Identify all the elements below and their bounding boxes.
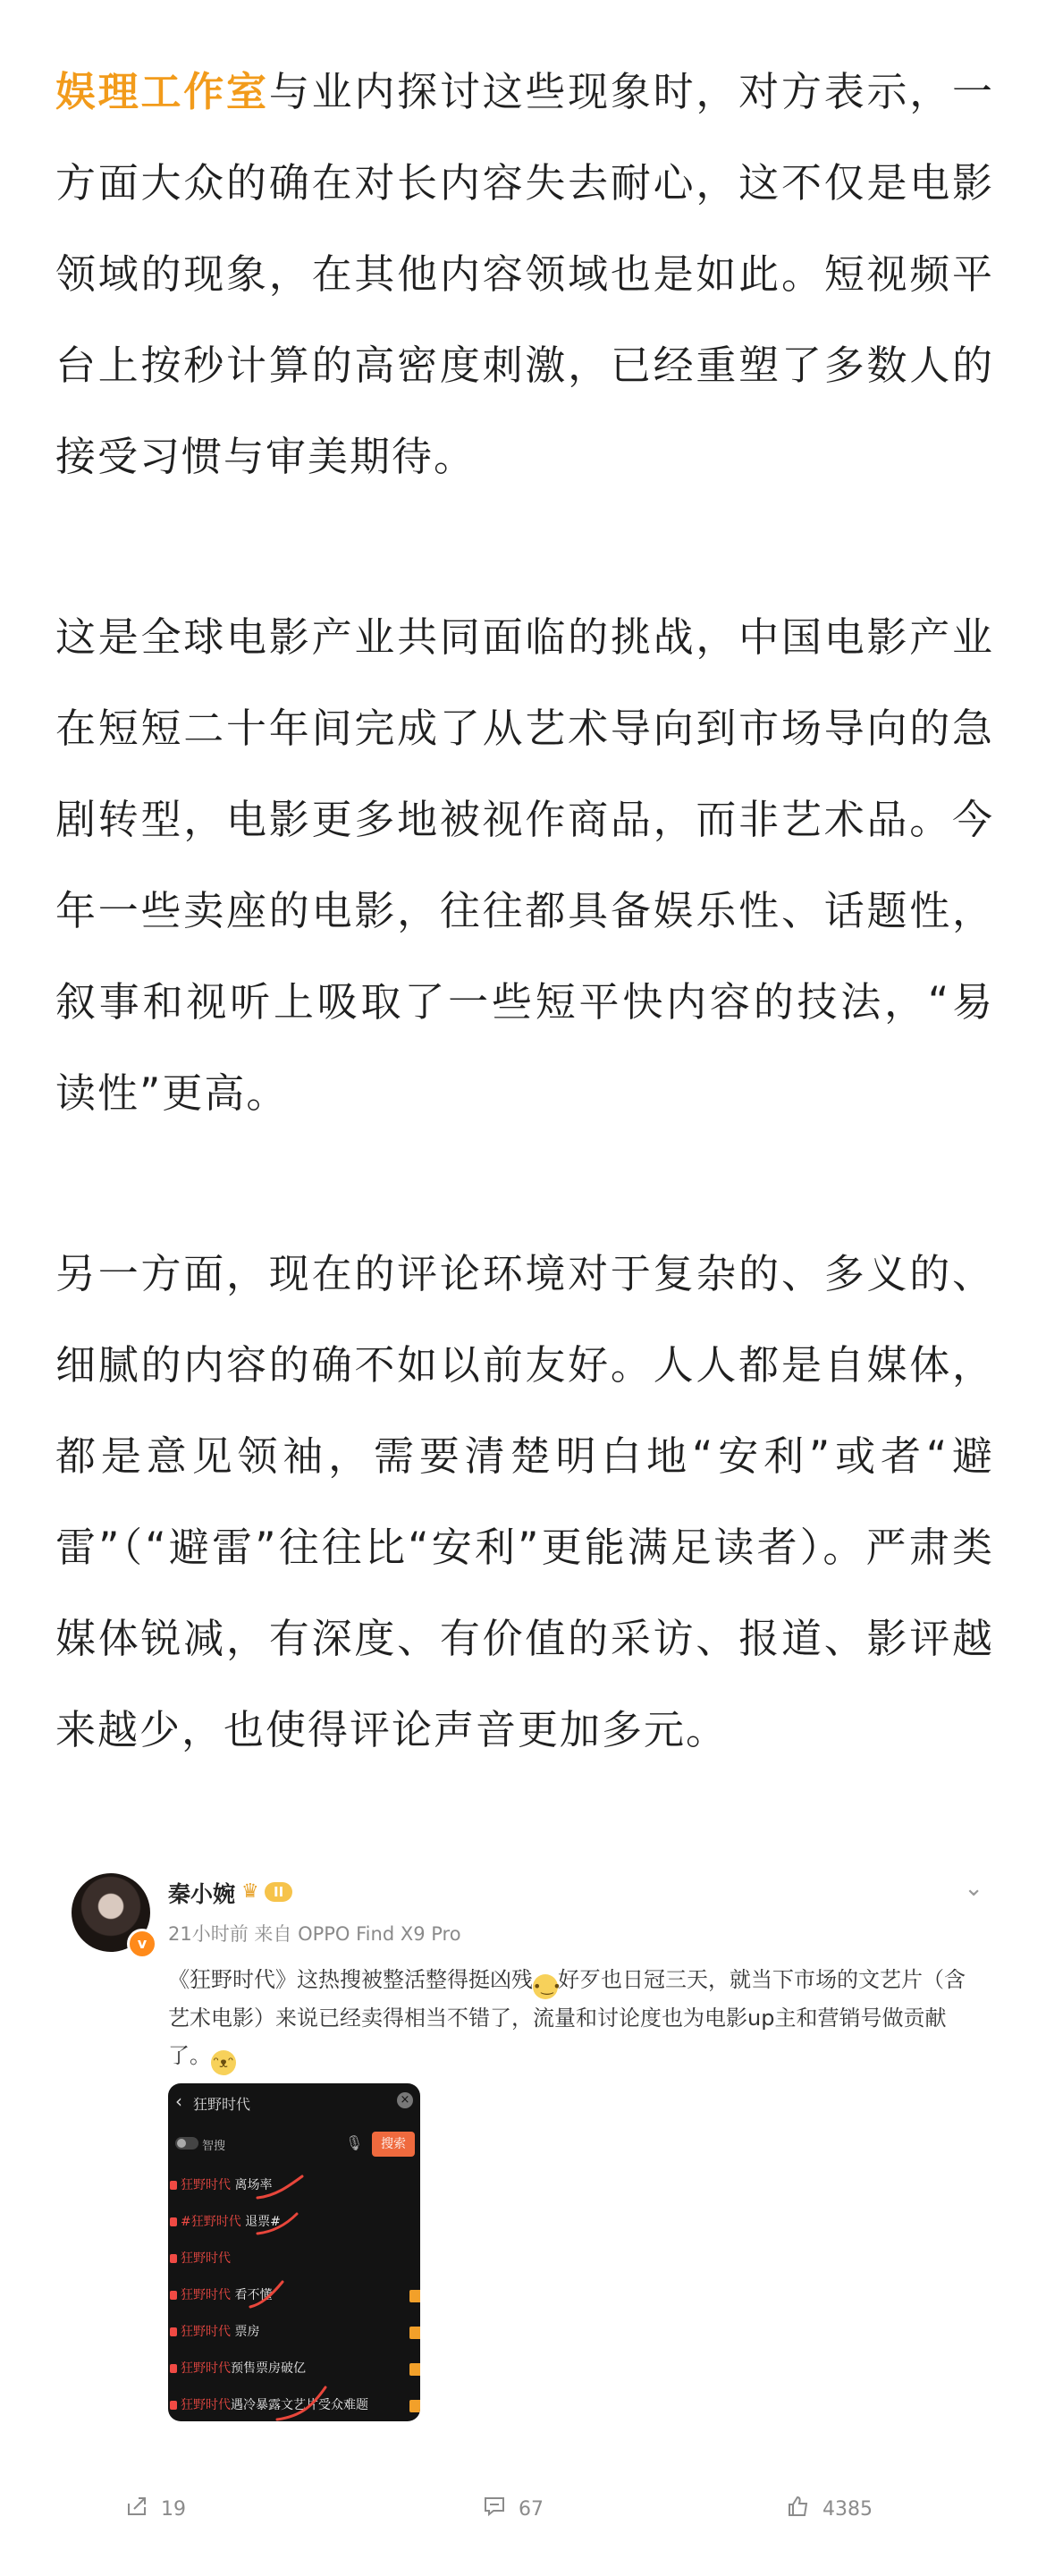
screenshot-header — [168, 2083, 420, 2123]
attached-screenshot[interactable] — [168, 2083, 420, 2421]
thumbs-up-icon — [787, 2495, 810, 2518]
hot-tag-icon — [409, 2290, 420, 2302]
list-item: 狂野时代 离场率 — [168, 2167, 420, 2204]
hot-icon — [170, 2401, 177, 2410]
hot-tag-icon — [409, 2327, 420, 2339]
paragraph-1 — [55, 46, 994, 503]
like-button[interactable] — [787, 2490, 873, 2530]
comment-button[interactable] — [483, 2490, 544, 2530]
search-button: 搜索 — [372, 2132, 415, 2157]
post-username[interactable]: 秦小婉 — [168, 1881, 236, 1907]
comment-icon — [483, 2495, 506, 2518]
post-meta: 21小时前 来自 OPPO Find X9 Pro — [168, 1923, 461, 1945]
screenshot-search-title: 狂野时代 — [193, 2096, 251, 2113]
highlight-source[interactable]: 娱理工作室 — [55, 68, 269, 115]
article-body — [55, 46, 994, 1776]
sweat-smile-emoji-icon: •‿• — [533, 1974, 558, 1999]
hot-search-list — [168, 2167, 420, 2421]
hot-icon — [170, 2364, 177, 2373]
list-item: 狂野时代 — [168, 2241, 420, 2277]
hot-icon — [170, 2181, 177, 2190]
paragraph-3: 另一方面，现在的评论环境对于复杂的、多义的、细腻的内容的确不如以前友好。人人都是自媒体，都是意见领袖，需要清楚明白地“安利”或者“避雷”（“避雷”往往比“安利”更能满足读者）。严肃类媒体锐减，有深度、有价值的采访、报道、影评越来越少，也使得评论声音更加多元。 — [55, 1250, 994, 1753]
hot-tag-icon — [409, 2363, 420, 2376]
hot-icon — [170, 2254, 177, 2263]
share-count: 19 — [161, 2498, 186, 2521]
weibo-post-card — [72, 1873, 983, 2553]
list-item: #狂野时代 退票# — [168, 2204, 420, 2241]
crown-icon: ♛ — [241, 1880, 259, 1903]
screenshot-search-bar — [168, 2126, 420, 2162]
share-button[interactable] — [125, 2490, 186, 2530]
hot-icon — [170, 2291, 177, 2300]
like-count: 4385 — [822, 2498, 873, 2521]
smart-search-label: 智搜 — [202, 2140, 226, 2153]
list-item: 狂野时代 票房 — [168, 2314, 420, 2351]
post-actions-bar — [72, 2490, 983, 2530]
share-icon — [125, 2495, 148, 2518]
comment-count: 67 — [519, 2498, 544, 2521]
microphone-icon: 🎙 — [345, 2134, 364, 2151]
list-item: 狂野时代遇冷暴露文艺片受众难题 — [168, 2387, 420, 2421]
hot-icon — [170, 2327, 177, 2336]
verified-badge-icon: v — [127, 1929, 157, 1959]
paragraph-2: 这是全球电影产业共同面临的挑战，中国电影产业在短短二十年间完成了从艺术导向到市场导向的急剧转型，电影更多地被视作商品，而非艺术品。今年一些卖座的电影，往往都具备娱乐性、话题性，叙事和视听上吸取了一些短平快内容的技法，“易读性”更高。 — [55, 613, 994, 1117]
back-arrow-icon: ‹ — [175, 2090, 182, 2112]
close-icon: × — [397, 2092, 413, 2108]
list-item: 狂野时代预售票房破亿 — [168, 2351, 420, 2387]
chevron-down-icon[interactable]: ⌄ — [964, 1875, 983, 1902]
level-badge: II — [265, 1882, 292, 1902]
hot-tag-icon — [409, 2400, 420, 2412]
list-item: 狂野时代 看不懂 — [168, 2277, 420, 2314]
paragraph-text: 与业内探讨这些现象时，对方表示，一方面大众的确在对长内容失去耐心，这不仅是电影领域的现象，在其他内容领域也是如此。短视频平台上按秒计算的高密度刺激，已经重塑了多数人的接受习惯与审美期待。 — [55, 68, 994, 480]
post-text: 《狂野时代》这热搜被整活整得挺凶残•‿•好歹也日冠三天，就当下市场的文艺片（含艺术电影）来说已经卖得相当不错了，流量和讨论度也为电影up主和营销号做贡献了。 ᵔᴥᵔ — [168, 1961, 982, 2075]
laugh-emoji-icon: ᵔᴥᵔ — [211, 2050, 236, 2075]
hot-icon — [170, 2217, 177, 2226]
toggle-icon — [175, 2137, 198, 2149]
